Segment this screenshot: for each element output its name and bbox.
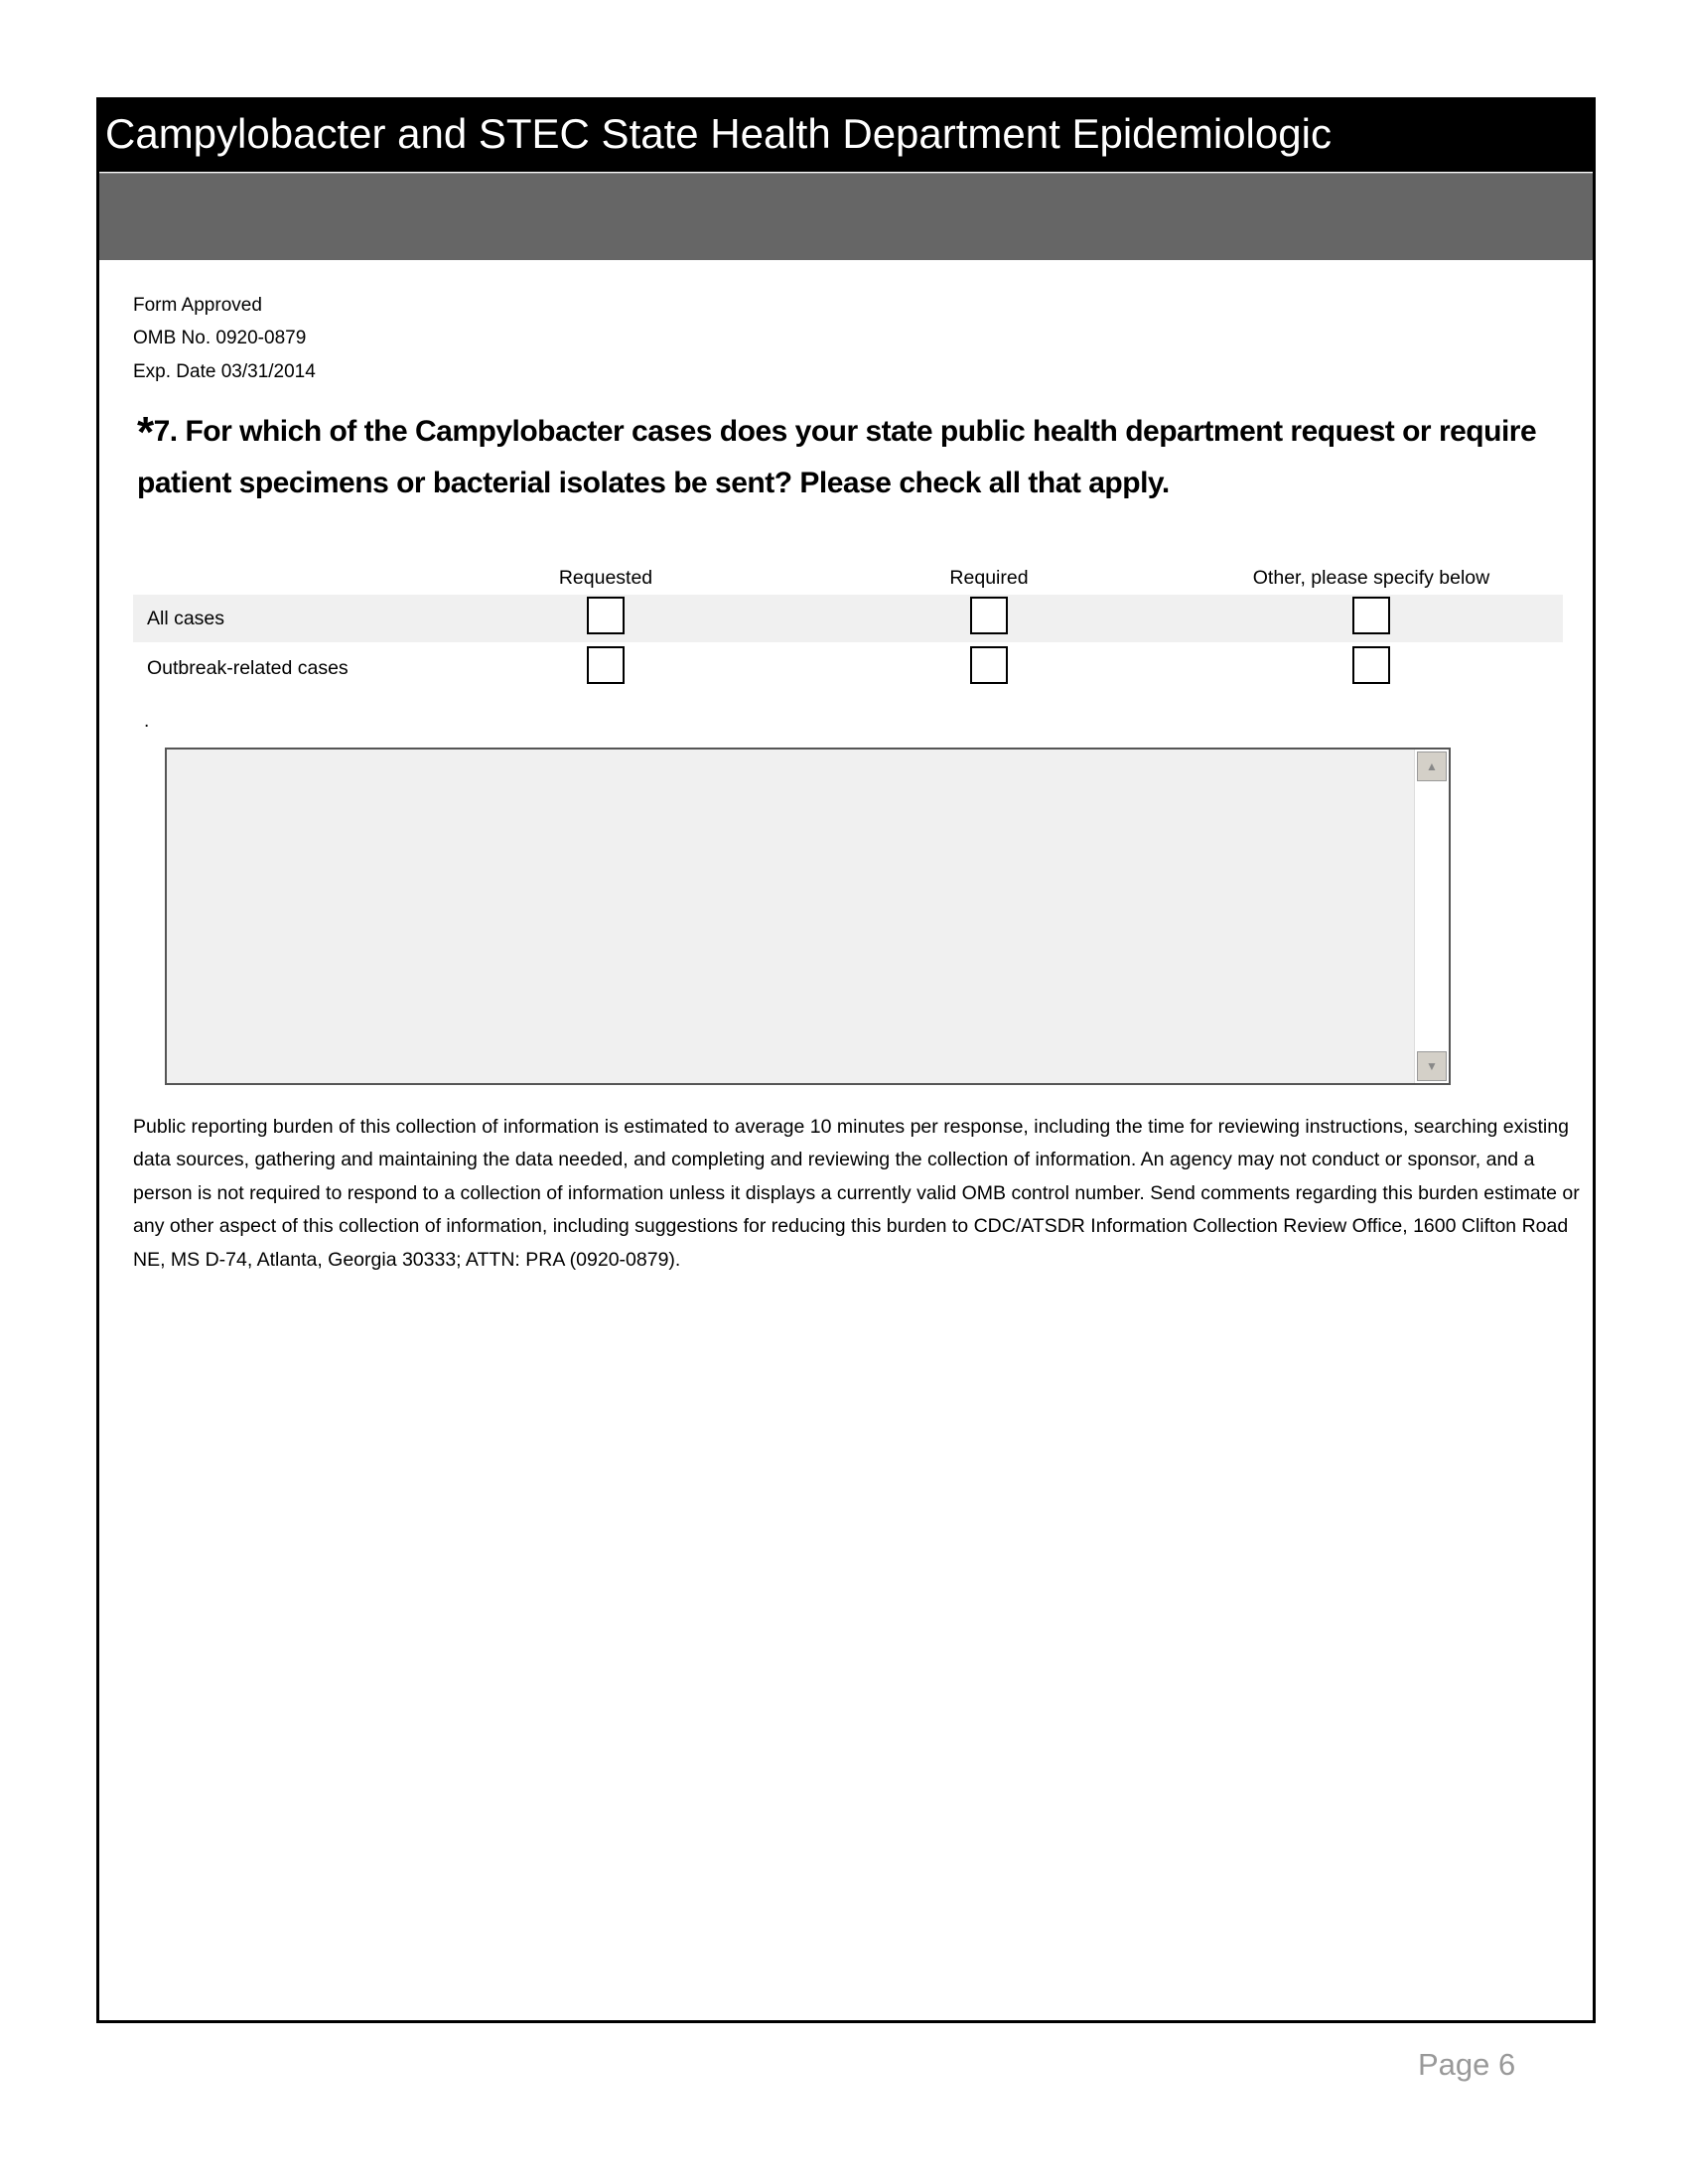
checkbox-all-required[interactable]	[970, 597, 1008, 634]
scrollbar[interactable]	[1414, 750, 1449, 1083]
row-label: All cases	[147, 608, 225, 629]
question-7	[137, 406, 1607, 508]
checkbox-all-requested[interactable]	[587, 597, 625, 634]
survey-header	[99, 100, 1593, 172]
omb-number: OMB No. 0920-0879	[133, 328, 307, 348]
checkbox-outbreak-other[interactable]	[1352, 646, 1390, 684]
required-asterisk: *	[137, 408, 154, 457]
header-band	[99, 173, 1593, 260]
form-approved: Form Approved	[133, 295, 262, 316]
survey-page	[96, 97, 1596, 2023]
matrix-row-outbreak	[133, 644, 1563, 692]
scroll-up-icon[interactable]: ▲	[1417, 751, 1447, 781]
column-required: Required	[949, 567, 1029, 589]
specify-textarea[interactable]	[165, 748, 1451, 1085]
checkbox-outbreak-requested[interactable]	[587, 646, 625, 684]
checkbox-outbreak-required[interactable]	[970, 646, 1008, 684]
question-text: 7. For which of the Campylobacter cases does your state public health department request or require patient specimens or bacterial isolates be sent? Please check all that apply.	[137, 415, 1537, 499]
column-requested: Requested	[558, 567, 653, 589]
matrix-row-all-cases	[133, 595, 1563, 642]
scroll-down-icon[interactable]: ▼	[1417, 1051, 1447, 1081]
survey-title: Campylobacter and STEC State Health Department Epidemiologic	[105, 110, 1332, 157]
specify-label: .	[144, 711, 150, 732]
column-other: Other, please specify below	[1252, 567, 1490, 589]
checkbox-all-other[interactable]	[1352, 597, 1390, 634]
burden-statement: Public reporting burden of this collection of information is estimated to average 10 minutes per response, including the time for reviewing instructions, searching existing data sources, gathering and maintaining the data needed, and completing and reviewing the collection of information. An agency may not conduct or sponsor, and a person is not required to respond to a collection of information unless it displays a currently valid OMB control number. Send comments regarding this burden estimate or any other aspect of this collection of information, including suggestions for reducing this burden to CDC/ATSDR Information Collection Review Office, 1600 Clifton Road NE, MS D-74, Atlanta, Georgia 30333; ATTN: PRA (0920-0879).	[133, 1116, 1580, 1271]
row-label: Outbreak-related cases	[147, 657, 349, 679]
exp-date: Exp. Date 03/31/2014	[133, 361, 316, 382]
page-number: Page 6	[1418, 2047, 1516, 2082]
